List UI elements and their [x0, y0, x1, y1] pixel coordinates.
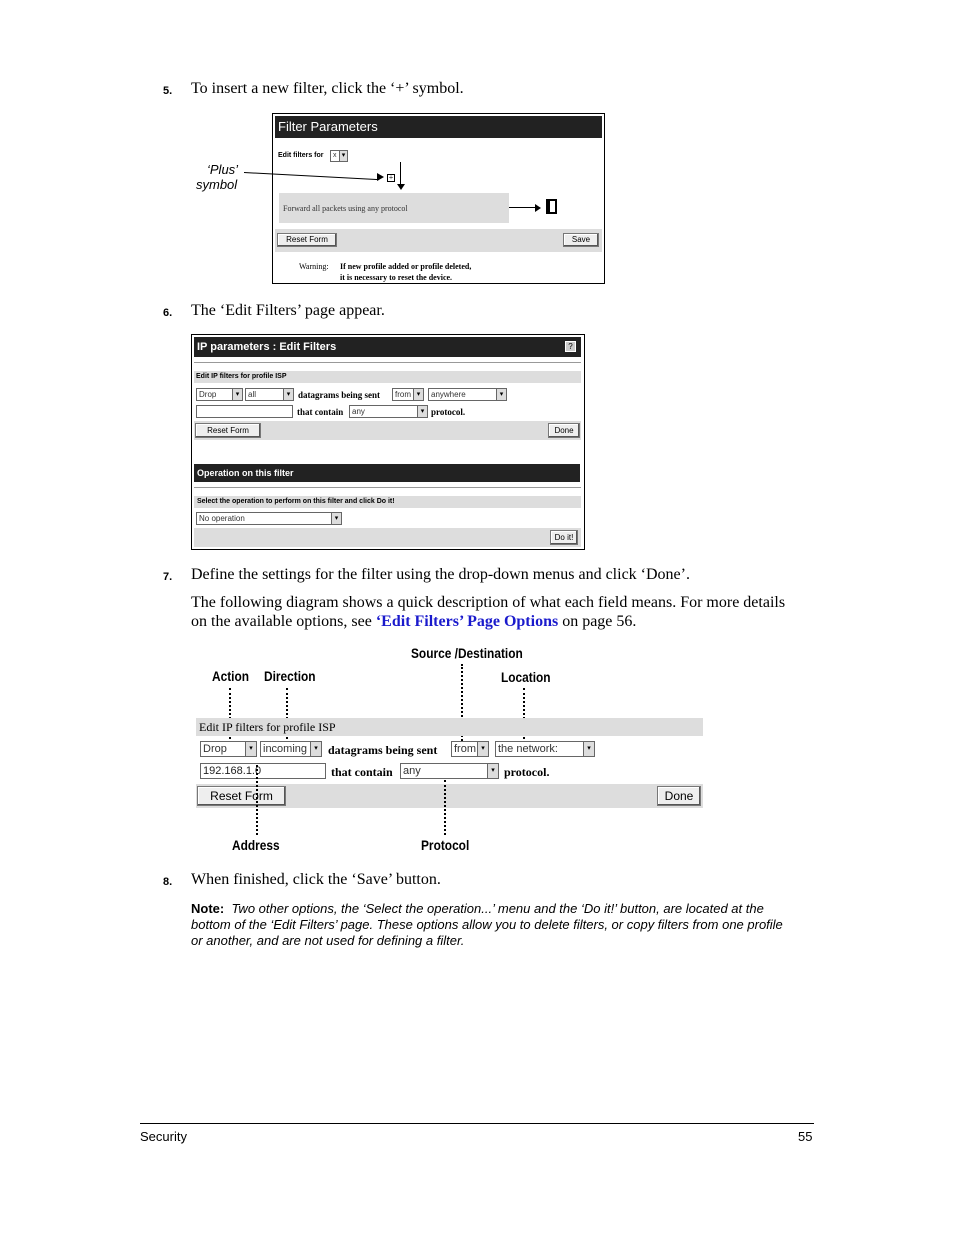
warning-label: Warning:: [299, 262, 329, 271]
reset-form-button[interactable]: Reset Form: [195, 423, 261, 438]
panel-title: Filter Parameters: [275, 116, 602, 138]
help-icon[interactable]: ?: [565, 341, 576, 352]
action-value: Drop: [203, 743, 227, 755]
warning-line-2: it is necessary to reset the device.: [340, 273, 453, 282]
action-select[interactable]: [200, 741, 257, 757]
operation-button-bar: [194, 528, 581, 547]
step-text: Define the settings for the filter using the drop-down menus and click ‘Done’.: [191, 566, 690, 583]
plus-caption-2: symbol: [196, 177, 238, 192]
protocol-value: any: [403, 765, 421, 777]
note-line-3: or another, and are not used for defining a filter.: [191, 933, 465, 948]
step-text: When finished, click the ‘Save’ button.: [191, 871, 441, 888]
paragraph-line-1: The following diagram shows a quick description of what each field means. For more details: [191, 594, 786, 611]
save-button[interactable]: Save: [563, 233, 599, 247]
note-line-2: bottom of the ‘Edit Filters’ page. These options allow you to delete filters, or copy filters from one profile: [191, 917, 783, 932]
step-number: 7.: [163, 571, 173, 583]
operation-title: Operation on this filter: [194, 464, 580, 482]
from-select[interactable]: [451, 741, 489, 757]
operation-subhead: Select the operation to perform on this filter and click Do it!: [197, 498, 395, 505]
note-line-1: Two other options, the ‘Select the operation...’ menu and the ‘Do it!’ button, are located at the: [231, 901, 764, 916]
footer-rule: [140, 1123, 814, 1124]
subhead-text: Edit IP filters for profile ISP: [199, 720, 336, 734]
from-value: from: [395, 390, 411, 399]
location-select[interactable]: [428, 388, 507, 401]
plus-caption: ‘Plus’: [207, 162, 239, 177]
protocol-pointer: [444, 780, 446, 835]
chevron-down-icon: ▾: [496, 389, 506, 400]
chevron-down-icon: ▾: [413, 389, 423, 400]
arrowhead: [397, 184, 405, 190]
reset-form-button[interactable]: Reset Form: [197, 786, 286, 806]
step-text: The ‘Edit Filters’ page appear.: [191, 302, 385, 319]
divider: [194, 362, 581, 363]
chevron-down-icon: ▾: [339, 151, 347, 161]
footer-section: Security: [140, 1129, 187, 1144]
direction-label: Direction: [264, 668, 316, 684]
chevron-down-icon: ▾: [417, 406, 427, 417]
protocol-label: protocol.: [431, 407, 466, 417]
profile-select-value: x: [333, 152, 337, 159]
note-block: [191, 901, 816, 949]
done-button[interactable]: Done: [548, 423, 580, 438]
address-input[interactable]: [196, 405, 293, 418]
operation-select[interactable]: [196, 512, 342, 525]
subhead-text: Edit IP filters for profile ISP: [196, 373, 287, 380]
step-number: 6.: [163, 307, 173, 319]
operation-value: No operation: [199, 514, 245, 523]
datagrams-label: datagrams being sent: [328, 743, 438, 757]
page-number: 55: [798, 1129, 813, 1144]
location-select[interactable]: [495, 741, 595, 757]
direction-select[interactable]: [260, 741, 322, 757]
location-value: anywhere: [431, 390, 466, 399]
edit-filters-for-label: Edit filters for: [278, 152, 324, 159]
rule-arrowhead: [535, 204, 541, 212]
protocol-text: protocol.: [504, 765, 550, 779]
datagrams-label: datagrams being sent: [298, 390, 381, 400]
direction-value: incoming: [263, 743, 308, 755]
chevron-down-icon: ▾: [583, 742, 594, 756]
chevron-down-icon: ▾: [245, 742, 256, 756]
action-label: Action: [212, 668, 250, 684]
paragraph-text: on the available options, see: [191, 613, 376, 630]
done-button[interactable]: Done: [657, 786, 701, 806]
action-select[interactable]: [196, 388, 243, 401]
warning-line-1: If new profile added or profile deleted,: [340, 262, 472, 271]
address-input[interactable]: 192.168.1.0: [200, 763, 326, 779]
do-it-button[interactable]: Do it!: [550, 530, 578, 545]
document-icon[interactable]: [546, 199, 557, 214]
location-label: Location: [501, 669, 551, 685]
contain-label: that contain: [331, 765, 393, 779]
panel-title: IP parameters : Edit Filters: [194, 337, 581, 357]
chevron-down-icon: ▾: [331, 513, 341, 524]
reset-form-button[interactable]: Reset Form: [277, 233, 337, 247]
protocol-select[interactable]: [400, 763, 499, 779]
chevron-down-icon: ▾: [487, 764, 498, 778]
caption-arrowhead: [377, 173, 384, 181]
chevron-down-icon: ▾: [310, 742, 321, 756]
direction-select[interactable]: [245, 388, 294, 401]
edit-filters-options-link[interactable]: ‘Edit Filters’ Page Options: [375, 613, 559, 630]
location-value: the network:: [498, 743, 558, 755]
protocol-select[interactable]: [349, 405, 428, 418]
chevron-down-icon: ▾: [283, 389, 293, 400]
chevron-down-icon: ▾: [232, 389, 242, 400]
plus-icon[interactable]: +: [388, 173, 394, 182]
action-value: Drop: [199, 390, 217, 399]
paragraph-text: on page 56.: [558, 613, 637, 630]
source-destination-label: Source /Destination: [411, 645, 523, 661]
profile-select[interactable]: [330, 150, 348, 162]
protocol-field-label: Protocol: [421, 837, 470, 853]
step-text: To insert a new filter, click the ‘+’ symbol.: [191, 80, 464, 97]
chevron-down-icon: ▾: [477, 742, 488, 756]
direction-value: all: [248, 390, 257, 399]
note-label: Note:: [191, 901, 225, 916]
paragraph-line-2: [191, 613, 636, 631]
step-number: 8.: [163, 876, 173, 888]
from-value: from: [454, 743, 476, 755]
protocol-value: any: [352, 407, 365, 416]
step-number: 5.: [163, 85, 173, 97]
from-select[interactable]: [392, 388, 424, 401]
filter-rule-text: Forward all packets using any protocol: [283, 204, 408, 213]
divider: [194, 487, 581, 488]
contain-label: that contain: [297, 407, 344, 417]
address-label: Address: [232, 837, 280, 853]
address-pointer: [256, 765, 258, 835]
